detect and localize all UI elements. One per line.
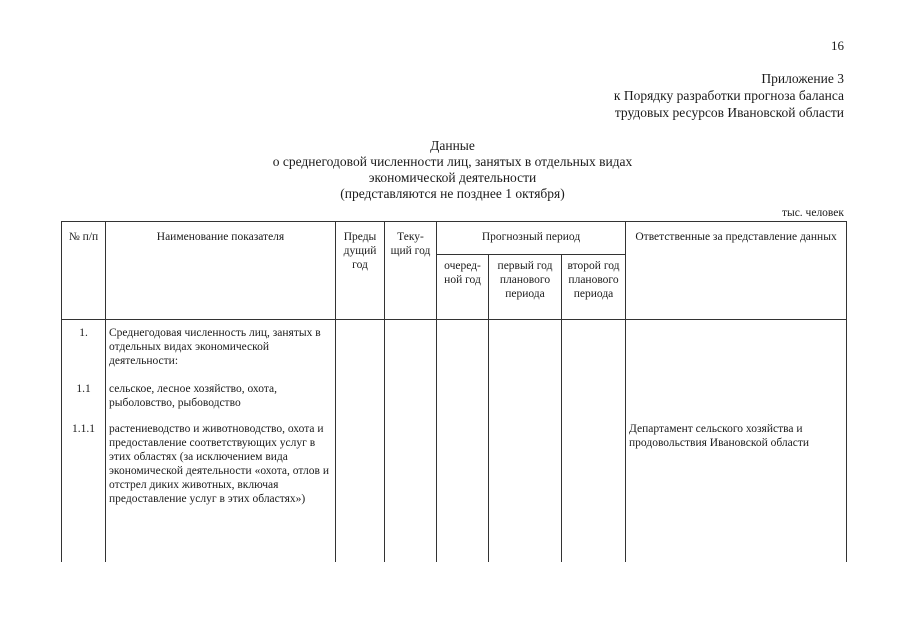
- title-line-3: экономической деятельности: [368, 170, 537, 185]
- units-label: тыс. человек: [781, 207, 844, 219]
- appendix-line-1: Приложение 3: [761, 71, 844, 86]
- cell-first-plan-year: [489, 382, 562, 422]
- cell-current-year: [385, 382, 437, 422]
- row-num: 1.1: [62, 382, 106, 422]
- cell-previous-year: [336, 382, 385, 422]
- header-first-plan-year: первый год планового периода: [489, 255, 562, 320]
- cell-second-plan-year: [562, 382, 626, 422]
- table-row: [62, 382, 847, 422]
- header-row-1: [62, 222, 847, 255]
- cell-previous-year: [336, 422, 385, 562]
- cell-previous-year: [336, 320, 385, 383]
- cell-next-year: [437, 422, 489, 562]
- data-table: [61, 221, 847, 562]
- title-line-2: о среднегодовой численности лиц, занятых в отдельных видах: [272, 154, 633, 169]
- appendix-line-3: трудовых ресурсов Ивановской области: [614, 105, 844, 120]
- table-row: [62, 422, 847, 562]
- header-previous-year: Преды дущий год: [336, 222, 385, 320]
- row-name: растениеводство и животноводство, охота и предоставление соответствующих услуг в этих областях (за исключением вида экономической деятельности «охота, отлов и отстрел диких животных, включая предоставление услуг в этих областях»): [106, 422, 336, 562]
- header-second-plan-year: второй год планового периода: [562, 255, 626, 320]
- header-responsible: Ответственные за представление данных: [626, 222, 847, 320]
- header-name: Наименование показателя: [106, 222, 336, 320]
- title-line-1: Данные: [430, 138, 475, 153]
- row-responsible: [626, 320, 847, 383]
- document-title: [0, 138, 905, 202]
- cell-current-year: [385, 320, 437, 383]
- row-responsible: [626, 382, 847, 422]
- cell-first-plan-year: [489, 422, 562, 562]
- appendix-header: [614, 70, 844, 121]
- row-name: Среднегодовая численность лиц, занятых в отдельных видах экономической деятельности:: [106, 320, 336, 383]
- appendix-line-2: к Порядку разработки прогноза баланса: [613, 88, 844, 103]
- row-name: сельское, лесное хозяйство, охота, рыболовство, рыбоводство: [106, 382, 336, 422]
- title-line-4: (представляются не позднее 1 октября): [340, 186, 565, 201]
- row-responsible: Департамент сельского хозяйства и продовольствия Ивановской области: [626, 422, 847, 562]
- header-next-year: очеред- ной год: [437, 255, 489, 320]
- cell-second-plan-year: [562, 422, 626, 562]
- cell-next-year: [437, 382, 489, 422]
- row-num: 1.: [62, 320, 106, 383]
- table-row: [62, 320, 847, 383]
- cell-next-year: [437, 320, 489, 383]
- cell-second-plan-year: [562, 320, 626, 383]
- cell-current-year: [385, 422, 437, 562]
- cell-first-plan-year: [489, 320, 562, 383]
- header-forecast-period: Прогнозный период: [437, 222, 626, 255]
- header-num: № п/п: [62, 222, 106, 320]
- header-current-year: Теку- щий год: [385, 222, 437, 320]
- row-num: 1.1.1: [62, 422, 106, 562]
- page-number: 16: [831, 38, 844, 53]
